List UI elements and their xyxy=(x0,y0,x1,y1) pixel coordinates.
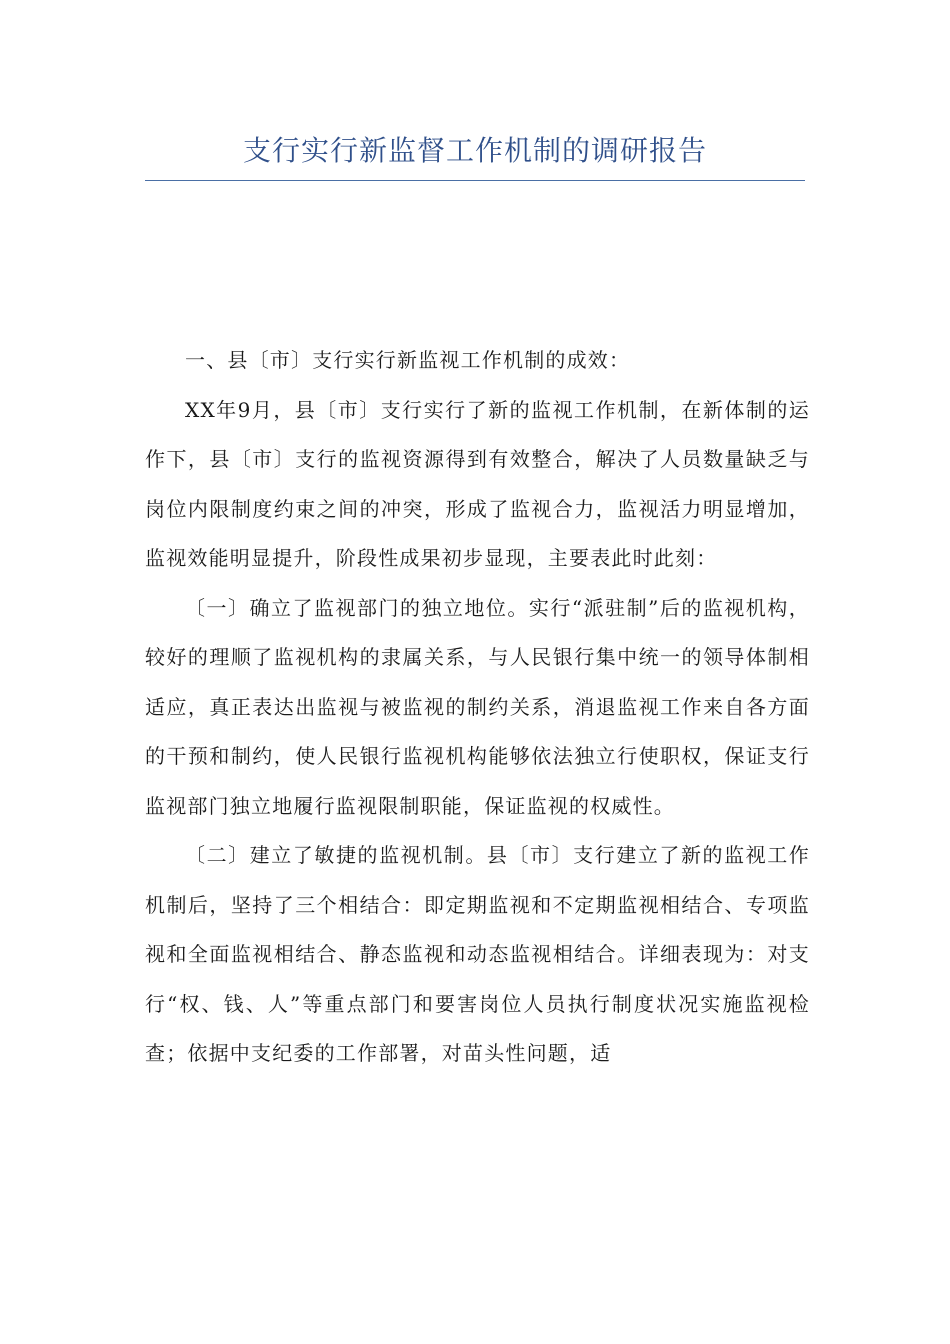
paragraph: 〔一〕确立了监视部门的独立地位。实行“派驻制”后的监视机构，较好的理顺了监视机构的隶属关系，与人民银行集中统一的领导体制相适应，真正表达出监视与被监视的制约关系，消退监视工作来自各方面的干预和制约，使人民银行监视机构能够依法独立行使职权，保证支行监视部门独立地履行监视限制职能，保证监视的权威性。 xyxy=(145,595,810,818)
title-underline xyxy=(145,180,805,181)
document-body xyxy=(145,336,810,1079)
paragraph: 〔二〕建立了敏捷的监视机制。县〔市〕支行建立了新的监视工作机制后，坚持了三个相结合：即定期监视和不定期监视相结合、专项监视和全面监视相结合、静态监视和动态监视相结合。详细表现为：对支行“权、钱、人”等重点部门和要害岗位人员执行制度状况实施监视检查；依据中支纪委的工作部署，对苗头性问题，适 xyxy=(145,843,810,1065)
section-heading: 一、县〔市〕支行实行新监视工作机制的成效： xyxy=(185,348,631,372)
paragraph: XX年9月，县〔市〕支行实行了新的监视工作机制，在新体制的运作下，县〔市〕支行的监视资源得到有效整合，解决了人员数量缺乏与岗位内限制度约束之间的冲突，形成了监视合力，监视活力明显增加，监视效能明显提升，阶段性成果初步显现，主要表此时此刻： xyxy=(145,397,810,570)
document-title: 支行实行新监督工作机制的调研报告 xyxy=(242,134,707,167)
